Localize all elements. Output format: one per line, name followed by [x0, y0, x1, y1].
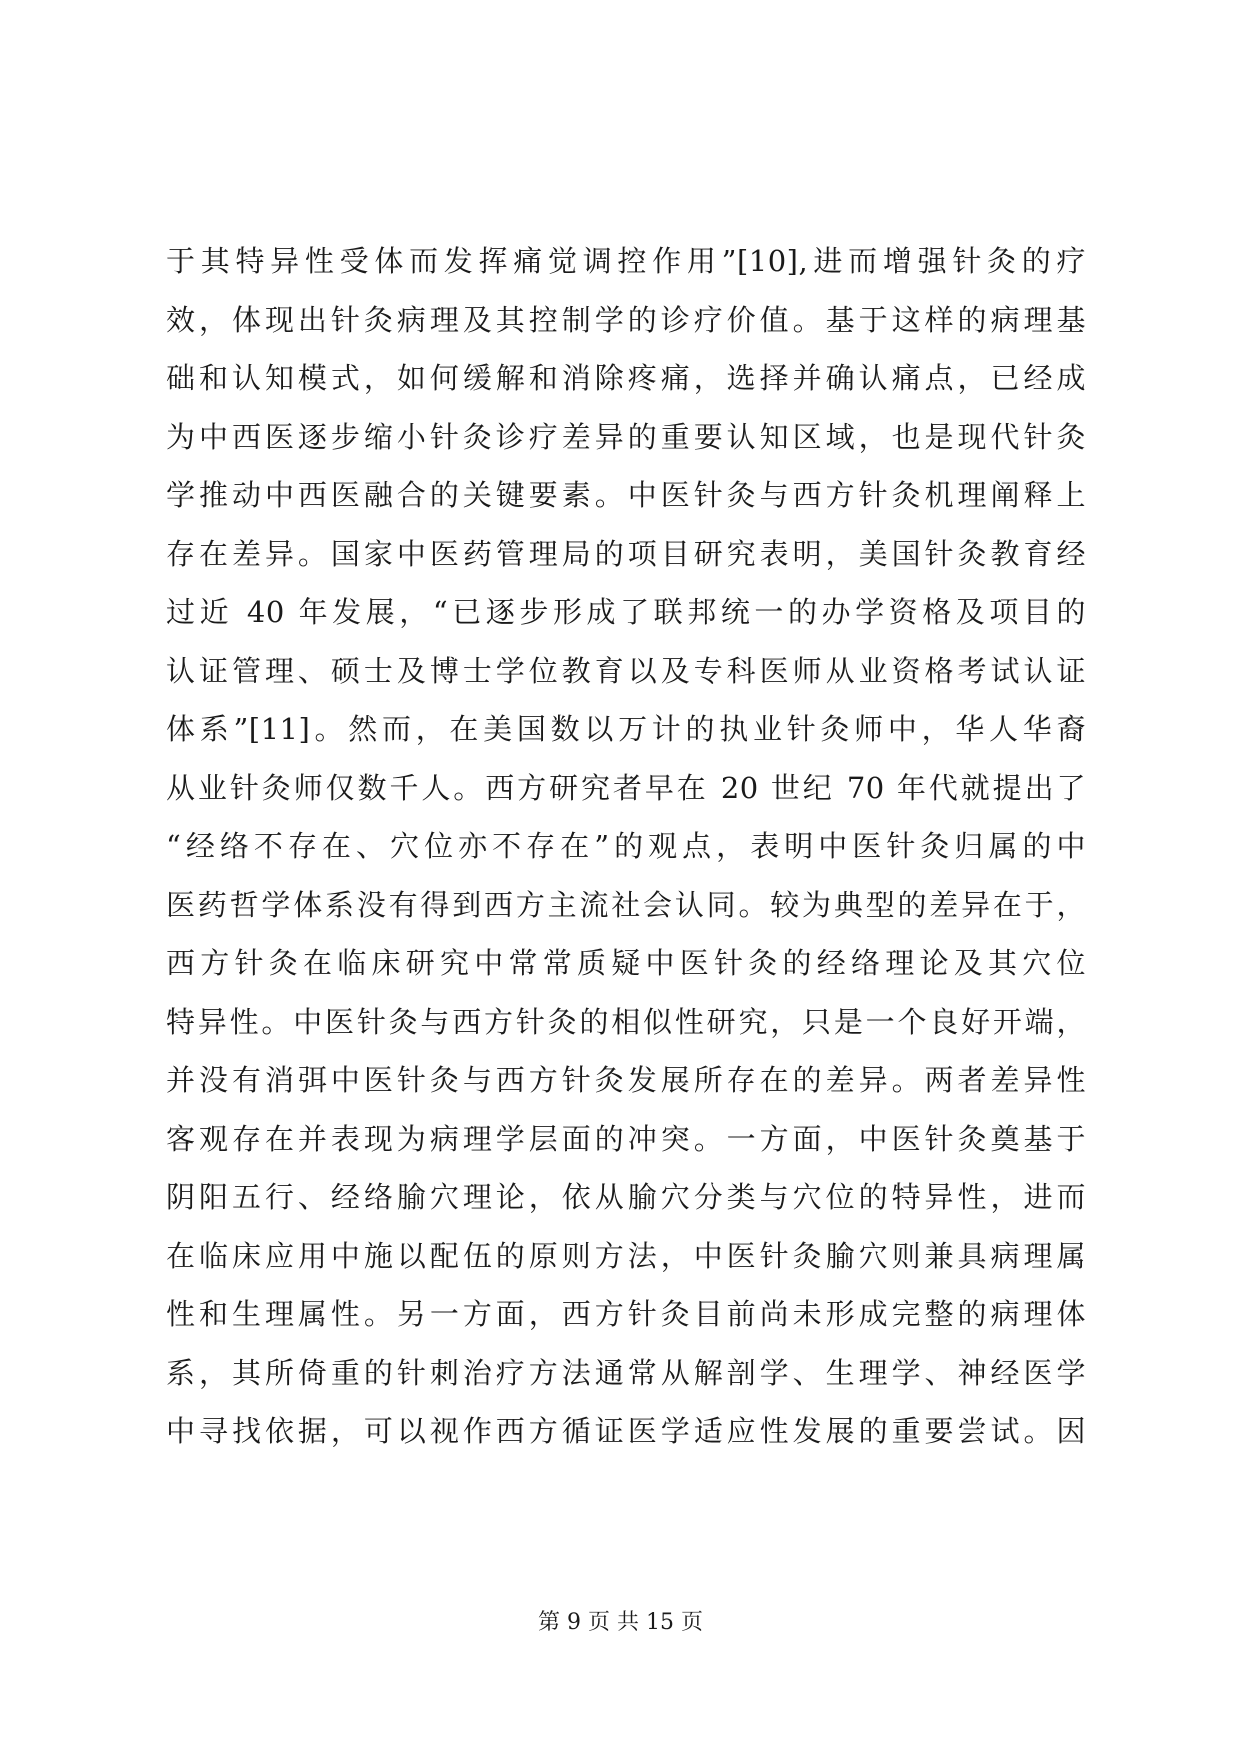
text-line: 学推动中西医融合的关键要素。中医针灸与西方针灸机理阐释上: [166, 478, 1086, 512]
text-line: 医药哲学体系没有得到西方主流社会认同。较为典型的差异在于，: [166, 887, 1086, 922]
text-line: 并没有消弭中医针灸与西方针灸发展所存在的差异。两者差异性: [166, 1063, 1086, 1097]
text-line: 阴阳五行、经络腧穴理论，依从腧穴分类与穴位的特异性，进而: [166, 1180, 1086, 1214]
text-line: 从业针灸师仅数千人。西方研究者早在 20 世纪 70 年代就提出了: [166, 770, 1086, 805]
text-line: 客观存在并表现为病理学层面的冲突。一方面，中医针灸奠基于: [166, 1121, 1086, 1156]
text-line: 存在差异。国家中医药管理局的项目研究表明，美国针灸教育经: [166, 536, 1086, 571]
text-line: “经络不存在、穴位亦不存在”的观点，表明中医针灸归属的中: [166, 829, 1086, 863]
text-line: 西方针灸在临床研究中常常质疑中医针灸的经络理论及其穴位: [166, 946, 1086, 980]
text-line: 中寻找依据，可以视作西方循证医学适应性发展的重要尝试。因: [166, 1414, 1086, 1448]
text-line: 特异性。中医针灸与西方针灸的相似性研究，只是一个良好开端，: [166, 1004, 1086, 1039]
text-line: 体系”[11]。然而，在美国数以万计的执业针灸师中，华人华裔: [166, 712, 1086, 746]
text-line: 在临床应用中施以配伍的原则方法，中医针灸腧穴则兼具病理属: [166, 1238, 1086, 1273]
text-line: 础和认知模式，如何缓解和消除疼痛，选择并确认痛点，已经成: [166, 361, 1086, 395]
page-footer: 第 9 页 共 15 页: [538, 1610, 703, 1635]
text-line: 效，体现出针灸病理及其控制学的诊疗价值。基于这样的病理基: [166, 302, 1086, 337]
text-line: 认证管理、硕士及博士学位教育以及专科医师从业资格考试认证: [166, 653, 1086, 688]
body-text: [166, 232, 1086, 1461]
text-line: 为中西医逐步缩小针灸诊疗差异的重要认知区域，也是现代针灸: [166, 419, 1086, 454]
text-line: 于其特异性受体而发挥痛觉调控作用”[10],进而增强针灸的疗: [166, 244, 1086, 278]
text-line: 性和生理属性。另一方面，西方针灸目前尚未形成完整的病理体: [166, 1297, 1086, 1331]
text-line: 过近 40 年发展，“已逐步形成了联邦统一的办学资格及项目的: [166, 595, 1086, 629]
text-line: 系，其所倚重的针刺治疗方法通常从解剖学、生理学、神经医学: [166, 1355, 1086, 1390]
